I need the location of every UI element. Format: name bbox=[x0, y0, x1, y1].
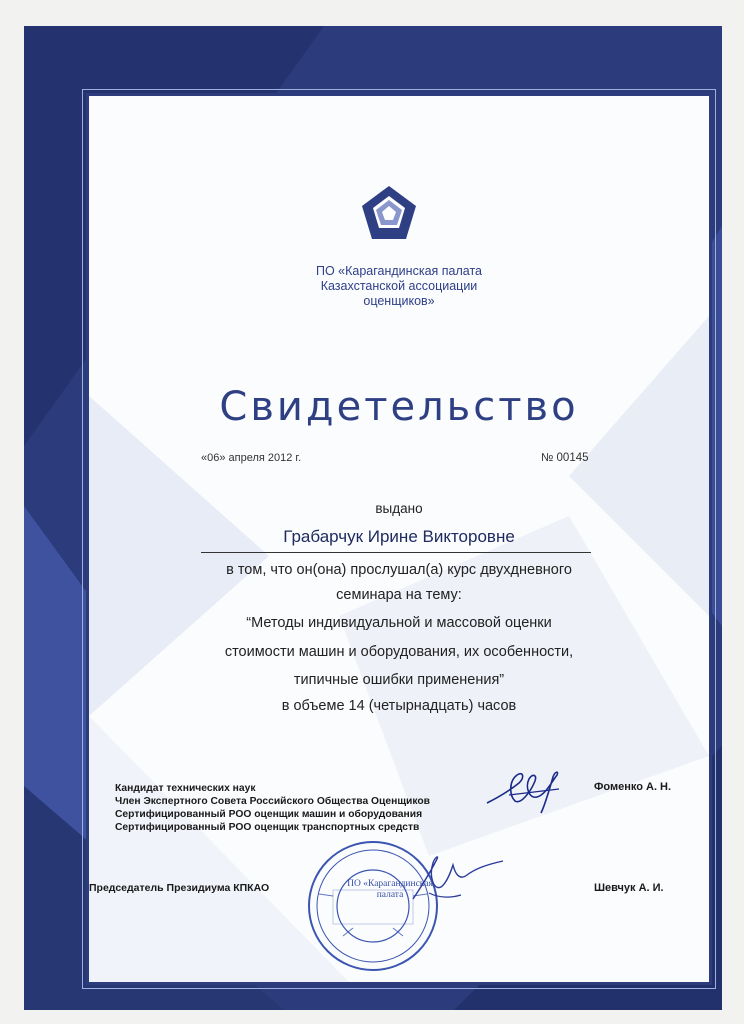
chairman-name: Шевчук А. И. bbox=[594, 882, 664, 894]
organization-line: ПО «Карагандинская палата bbox=[315, 264, 482, 278]
signatory-name: Фоменко А. Н. bbox=[594, 781, 672, 793]
signatory-credential: Сертифицированный РОО оценщик транспортных средств bbox=[115, 822, 420, 833]
organization-line: Казахстанской ассоциации bbox=[320, 279, 478, 293]
organization-name bbox=[89, 264, 709, 309]
signatory-credential: Кандидат технических наук bbox=[115, 783, 256, 794]
stamp-line: ПО «Карагандинская палата bbox=[347, 879, 433, 900]
issue-date: «06» апреля 2012 г. bbox=[201, 452, 302, 464]
body-line: в том, что он(она) прослушал(а) курс двухдневного bbox=[226, 562, 572, 578]
body-line: стоимости машин и оборудования, их особенности, bbox=[224, 644, 574, 660]
signatory-credential: Сертифицированный РОО оценщик машин и оборудования bbox=[115, 809, 423, 820]
outer-border bbox=[24, 26, 722, 1010]
issued-label: выдано bbox=[375, 501, 423, 516]
organization-line: оценщиков» bbox=[363, 294, 435, 308]
chairman-signature-image bbox=[407, 851, 517, 911]
body-line: типичные ошибки применения” bbox=[293, 672, 505, 688]
logo-icon bbox=[359, 184, 419, 244]
certificate-title: Свидетельство bbox=[219, 384, 579, 430]
recipient-underline bbox=[201, 552, 591, 553]
body-line: “Методы индивидуальной и массовой оценки bbox=[246, 615, 552, 631]
body-line: в объеме 14 (четырнадцать) часов bbox=[281, 698, 517, 714]
chairman-position: Председатель Президиума КПКАО bbox=[89, 882, 270, 894]
certificate-frame bbox=[86, 93, 712, 985]
recipient-name: Грабарчук Ирине Викторовне bbox=[283, 527, 515, 546]
signatory-credential: Член Экспертного Совета Российского Общества Оценщиков bbox=[115, 796, 430, 807]
body-line: семинара на тему: bbox=[336, 587, 462, 603]
certificate-number: № 00145 bbox=[541, 452, 589, 464]
signature-image bbox=[479, 761, 589, 821]
